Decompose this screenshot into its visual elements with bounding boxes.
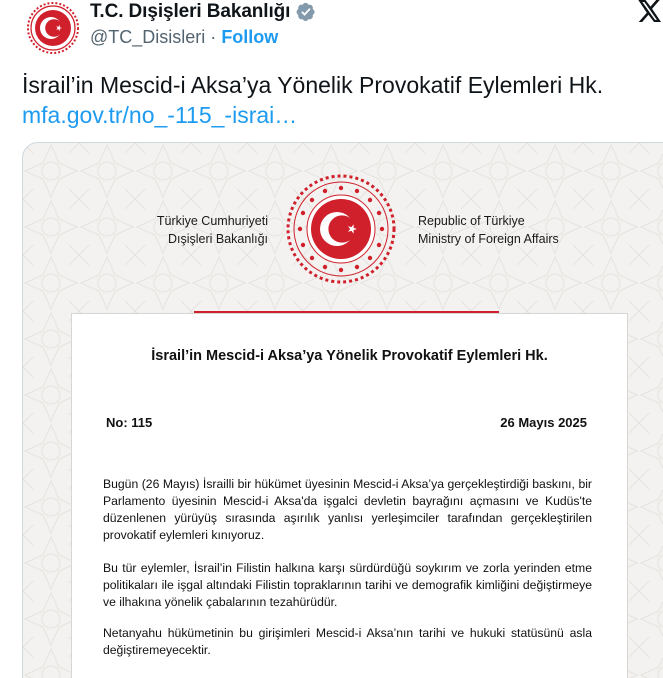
tweet-text: İsrail’in Mescid-i Aksa’ya Yönelik Provokatif Eylemleri Hk.: [22, 72, 604, 98]
avatar[interactable]: [22, 0, 84, 56]
letterhead-left-line2: Dışişleri Bakanlığı: [167, 232, 268, 246]
x-logo-icon[interactable]: [637, 0, 663, 22]
letterhead-right-line1: Republic of Türkiye: [418, 214, 525, 228]
document-number: No: 115: [106, 415, 153, 430]
document-title: İsrail’in Mescid-i Aksa’ya Yönelik Provokatif Eylemleri Hk.: [151, 348, 548, 364]
avatar-emblem-icon: [22, 0, 84, 56]
display-name[interactable]: [90, 1, 316, 23]
ministry-emblem-icon: [285, 173, 397, 285]
attached-document-image[interactable]: [22, 142, 663, 678]
tweet-link[interactable]: mfa.gov.tr/no_-115_-israi…: [22, 102, 298, 128]
letterhead-right-line2: Ministry of Foreign Affairs: [418, 232, 559, 246]
verified-badge-icon: [296, 2, 316, 22]
document-paragraph: Bugün (26 Mayıs) İsrailli bir hükümet üyesinin Mescid-i Aksa’ya gerçekleştirdiği baskını, bir Parlamento üyesinin Mescid-i Aksa'da işgalci devletin bayrağını açmasını ve Kudüs'te düzenlenen yürüyüş sırasında aşırılık yanlısı yerleşimciler tarafından gerçekleştirilen provokatif eylemleri kınıyoruz.: [103, 477, 592, 542]
follow-button[interactable]: Follow: [221, 27, 279, 47]
letterhead-turkish: [143, 212, 268, 248]
user-handle[interactable]: @TC_Disisleri: [90, 27, 206, 47]
letterhead-left-line1: Türkiye Cumhuriyeti: [156, 214, 268, 228]
document-paragraph: Bu tür eylemler, İsrail’in Filistin halkına karşı sürdürdüğü soykırım ve zorla yerinden etme politikaları ile işgal altındaki Filistin topraklarının tarihi ve demografik kimliğini değiştirmeye ve ilhakına yönelik çabalarının tezahürüdür.: [103, 561, 592, 609]
document-date: 26 Mayıs 2025: [500, 415, 587, 430]
letterhead-english: [418, 212, 598, 248]
display-name-text: T.C. Dışişleri Bakanlığı: [90, 1, 291, 22]
separator: ·: [210, 27, 217, 47]
document-paragraph: Netanyahu hükümetinin bu girişimleri Mescid-i Aksa’nın tarihi ve hukuki statüsünü asla değiştiremeyecektir.: [103, 626, 592, 657]
press-release-paper: [71, 313, 628, 678]
handle-row: [90, 27, 278, 48]
